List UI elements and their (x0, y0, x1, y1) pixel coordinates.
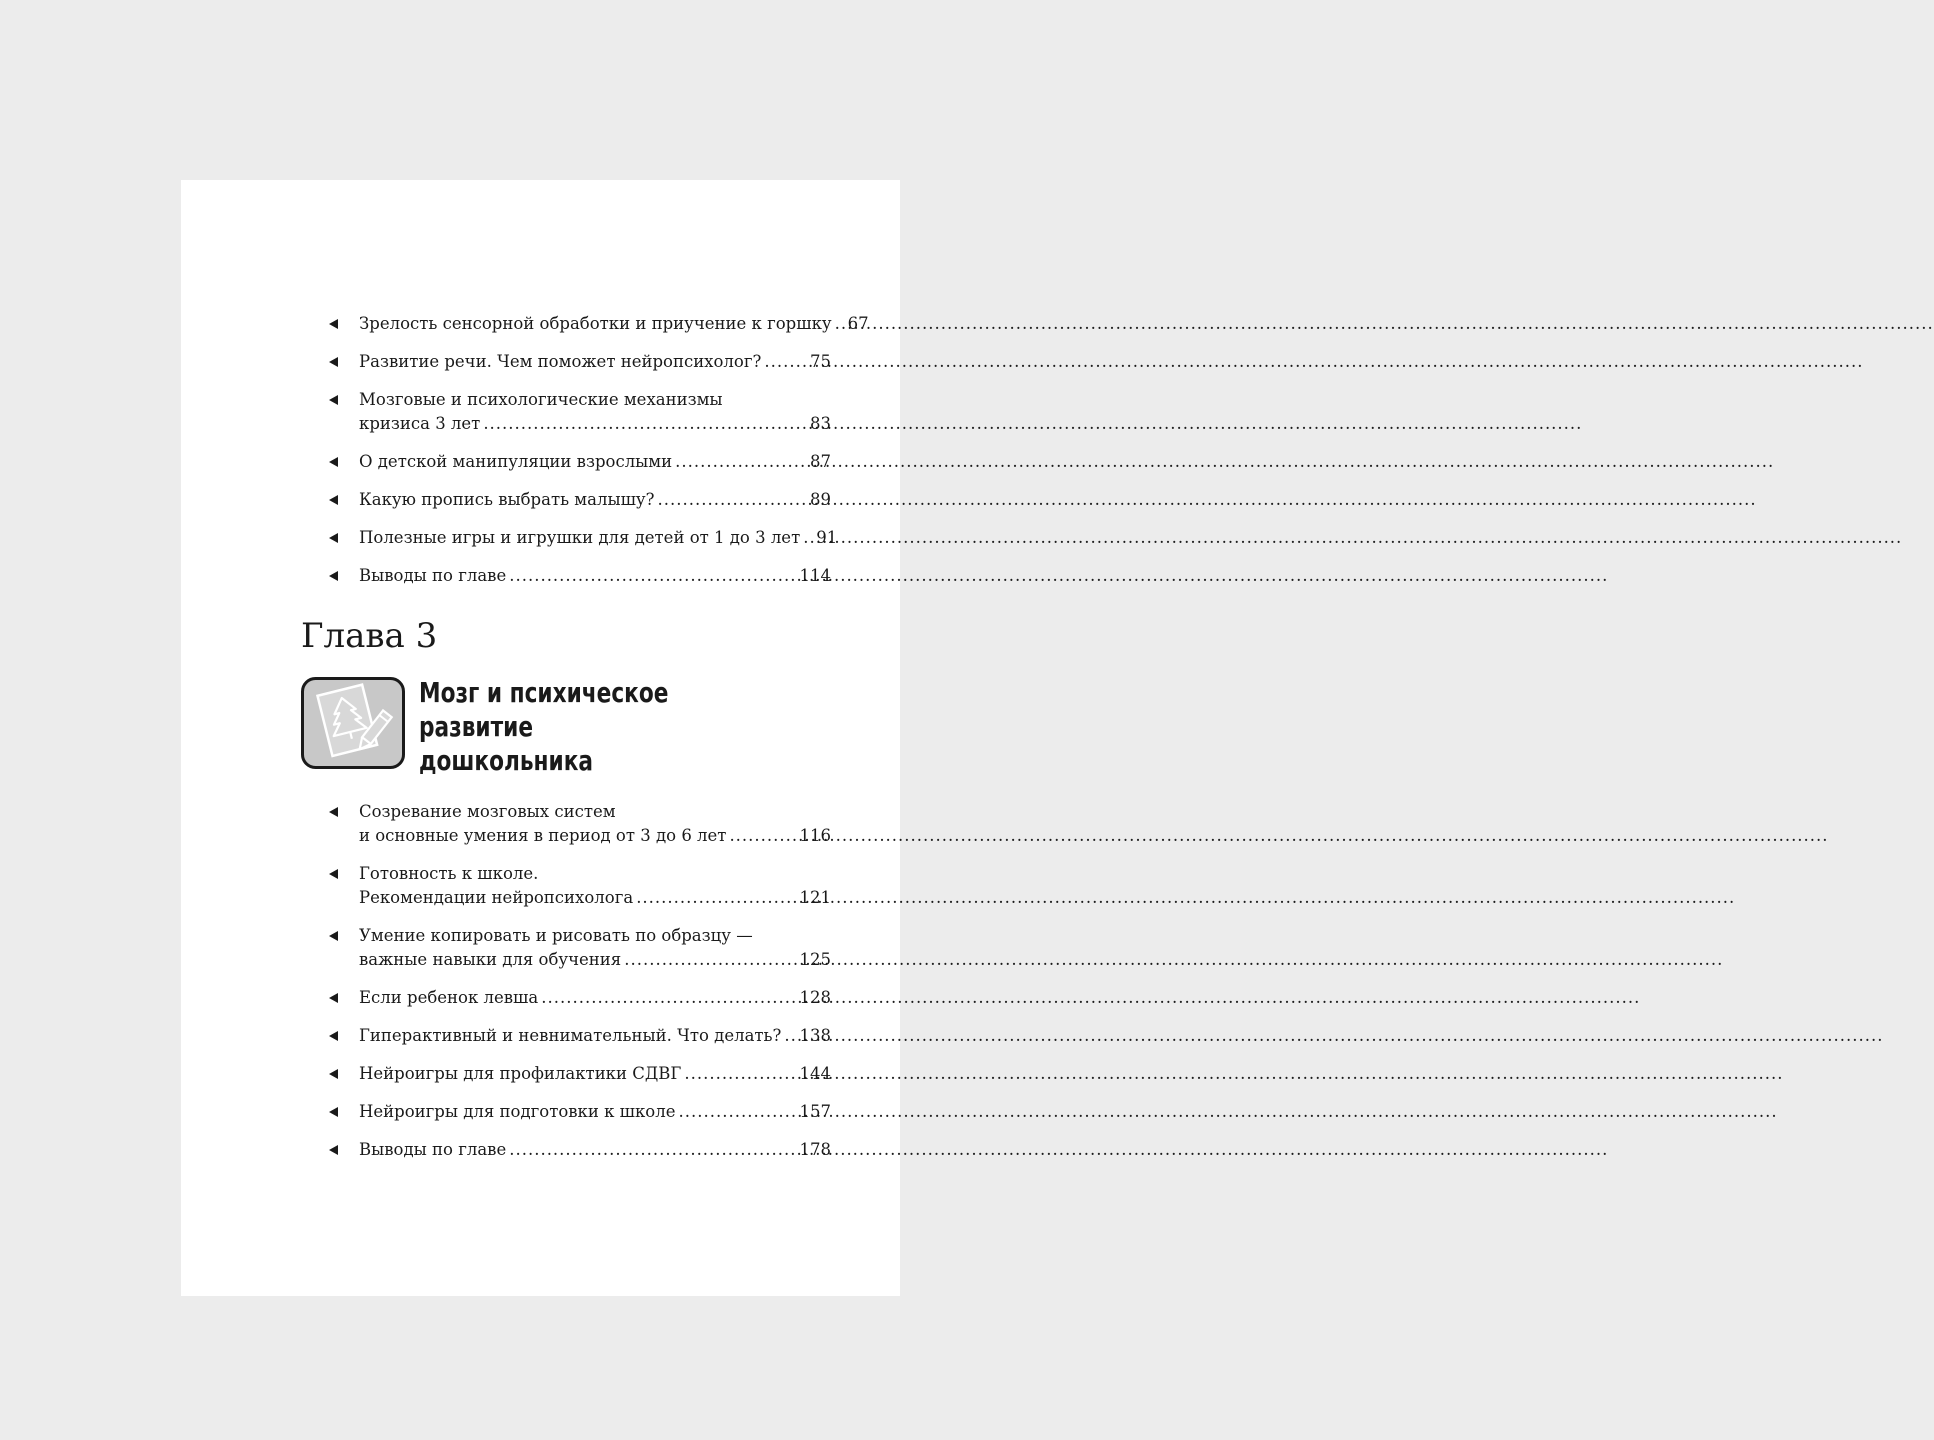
toc-entry-title: Развитие речи. Чем поможет нейропсихолог? (359, 352, 762, 371)
triangle-bullet-icon (329, 931, 338, 941)
toc-leader-dots (636, 886, 796, 910)
toc-entry-line (359, 1062, 831, 1086)
toc-page-number: 87 (810, 452, 831, 471)
toc-entry (329, 1138, 831, 1162)
toc-entry-line (359, 450, 831, 474)
toc-entry-line (359, 824, 831, 848)
triangle-bullet-icon (329, 1069, 338, 1079)
toc-entry-line (359, 886, 831, 910)
toc-entry (329, 986, 831, 1010)
toc-entry-line (359, 526, 838, 550)
toc-leader-dots (509, 1138, 796, 1162)
toc-entry-title: и основные умения в период от 3 до 6 лет (359, 826, 727, 845)
toc-leader-dots (675, 450, 807, 474)
toc-entry-title: Нейроигры для профилактики СДВГ (359, 1064, 682, 1083)
toc-entry-title: Зрелость сенсорной обработки и приучение к горшку (359, 314, 832, 333)
toc-entry-title: Выводы по главе (359, 566, 507, 585)
toc-entry (329, 488, 831, 512)
chapter-title-line: дошкольника (419, 744, 594, 777)
toc-entry-line (359, 1138, 831, 1162)
toc-entry-line (359, 350, 831, 374)
triangle-bullet-icon (329, 1031, 338, 1041)
toc-leader-dots (784, 1024, 796, 1048)
drawing-paper-pencil-icon (301, 677, 405, 769)
toc-entry-line (359, 948, 831, 972)
toc-leader-dots (658, 488, 808, 512)
toc-leader-dots (483, 412, 807, 436)
triangle-bullet-icon (329, 1107, 338, 1117)
toc-entry (329, 312, 869, 336)
toc-list-previous-chapter (329, 312, 869, 602)
toc-leader-dots (541, 986, 796, 1010)
toc-page-number: 75 (810, 352, 831, 371)
triangle-bullet-icon (329, 319, 338, 329)
toc-leader-dots (624, 948, 796, 972)
triangle-bullet-icon (329, 1145, 338, 1155)
toc-entry-title: Нейроигры для подготовки к школе (359, 1102, 676, 1121)
toc-entry (329, 450, 831, 474)
toc-entry-line (359, 564, 831, 588)
toc-page-number: 89 (810, 490, 831, 509)
toc-page-number: 144 (799, 1064, 831, 1083)
triangle-bullet-icon (329, 807, 338, 817)
toc-page-number: 114 (799, 566, 831, 585)
toc-page-number: 121 (799, 888, 831, 907)
triangle-bullet-icon (329, 395, 338, 405)
toc-leader-dots (684, 1062, 796, 1086)
book-page (181, 180, 900, 1296)
toc-page-number: 178 (799, 1140, 831, 1159)
triangle-bullet-icon (329, 495, 338, 505)
toc-entry-title: Гиперактивный и невнимательный. Что делать? (359, 1026, 782, 1045)
triangle-bullet-icon (329, 357, 338, 367)
toc-entry-title: Полезные игры и игрушки для детей от 1 до 3 лет (359, 528, 801, 547)
toc-entry-line (359, 312, 869, 336)
triangle-bullet-icon (329, 533, 338, 543)
triangle-bullet-icon (329, 457, 338, 467)
toc-entry-title-line: Мозговые и психологические механизмы (359, 390, 723, 409)
toc-entry (329, 526, 838, 550)
toc-page-number: 116 (799, 826, 831, 845)
toc-entry-line (359, 412, 831, 436)
toc-entry-line (359, 1024, 831, 1048)
triangle-bullet-icon (329, 869, 338, 879)
toc-entry (329, 1100, 831, 1124)
toc-entry-title: Выводы по главе (359, 1140, 507, 1159)
chapter-title-line: развитие (419, 710, 534, 743)
toc-entry (329, 800, 831, 848)
toc-entry-line (359, 986, 831, 1010)
toc-entry-title-line: Созревание мозговых систем (359, 802, 616, 821)
toc-entry (329, 862, 831, 910)
toc-entry-line (359, 1100, 831, 1124)
toc-entry-title: Если ребенок левша (359, 988, 539, 1007)
toc-entry-title: Какую пропись выбрать малышу? (359, 490, 655, 509)
toc-entry (329, 388, 831, 436)
toc-leader-dots (729, 824, 796, 848)
toc-page-number: 83 (810, 414, 831, 433)
chapter-label: Глава 3 (301, 616, 438, 656)
toc-leader-dots (509, 564, 796, 588)
toc-page-number: 157 (799, 1102, 831, 1121)
toc-page-number: 138 (799, 1026, 831, 1045)
toc-entry (329, 924, 831, 972)
toc-page-number: 91 (816, 528, 838, 547)
toc-entry-title: Рекомендации нейропсихолога (359, 888, 634, 907)
toc-entry-title: кризиса 3 лет (359, 414, 481, 433)
chapter-title-line: Мозг и психическое (419, 676, 669, 709)
toc-entry-title: О детской манипуляции взрослыми (359, 452, 673, 471)
toc-entry (329, 1024, 831, 1048)
triangle-bullet-icon (329, 993, 338, 1003)
toc-entry (329, 350, 831, 374)
toc-leader-dots (835, 312, 845, 336)
toc-entry-title: важные навыки для обучения (359, 950, 622, 969)
toc-page-number: 125 (799, 950, 831, 969)
toc-entry-title-line: Умение копировать и рисовать по образцу — (359, 926, 753, 945)
toc-page-number: 128 (799, 988, 831, 1007)
toc-leader-dots (679, 1100, 797, 1124)
toc-list-chapter-3 (329, 800, 831, 1176)
toc-entry-title-line: Готовность к школе. (359, 864, 539, 883)
toc-entry (329, 1062, 831, 1086)
toc-entry-line (359, 488, 831, 512)
chapter-title (419, 676, 694, 778)
toc-entry (329, 564, 831, 588)
toc-leader-dots (803, 526, 813, 550)
toc-leader-dots (764, 350, 807, 374)
triangle-bullet-icon (329, 571, 338, 581)
toc-page-number: 67 (847, 314, 869, 333)
